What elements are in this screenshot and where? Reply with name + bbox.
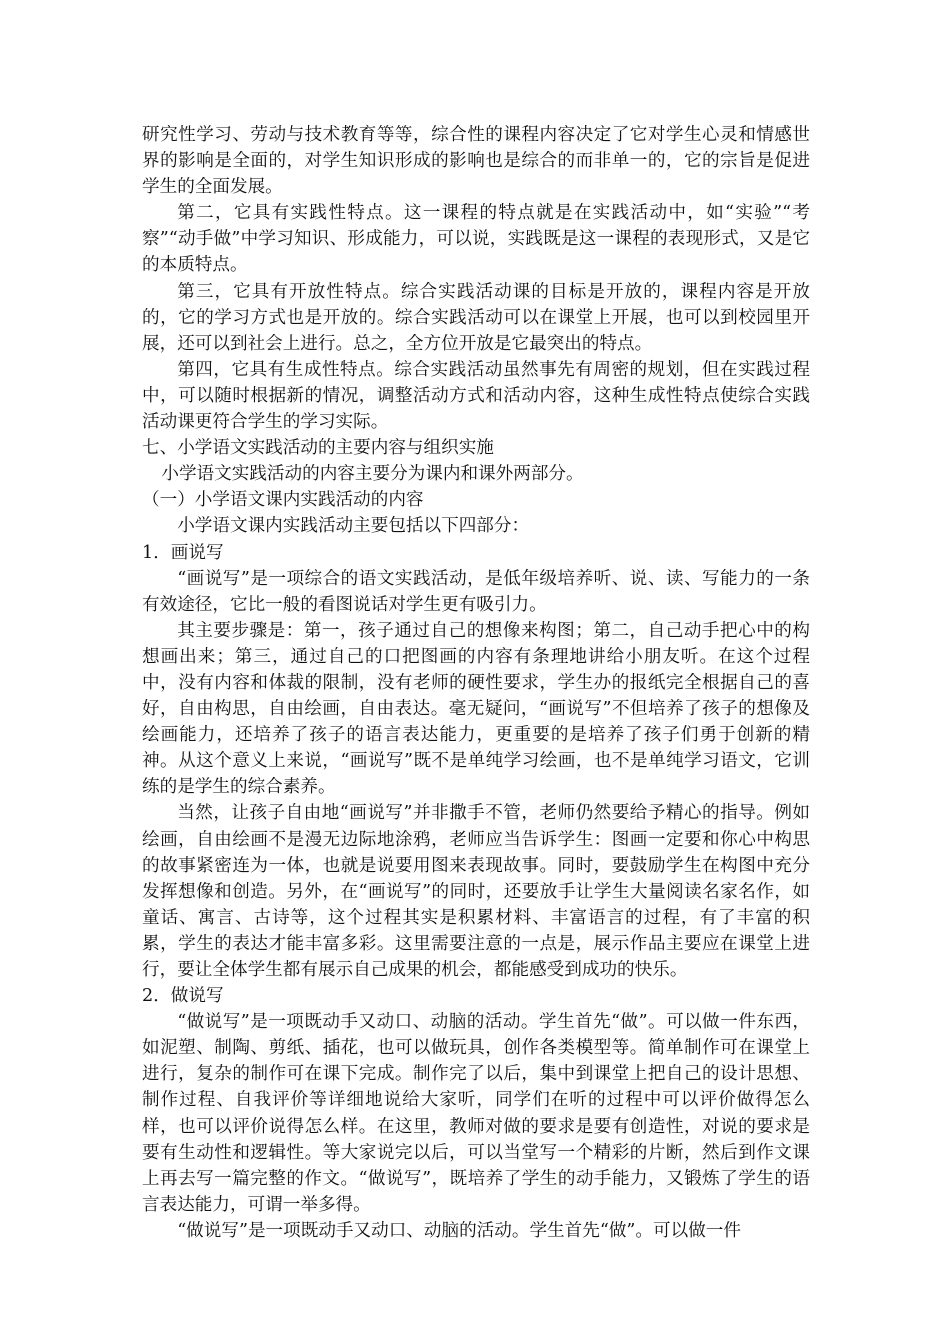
subsection-heading: （一）小学语文课内实践活动的内容 [142, 490, 424, 511]
body-paragraph: 小学语文课内实践活动主要包括以下四部分： [177, 516, 530, 537]
body-paragraph: 第二，它具有实践性特点。这一课程的特点就是在实践活动中，如“实验”“考察”“动手做”中学习知识、形成能力，可以说，实践既是这一课程的表现形式，又是它的本质特点。 [142, 203, 810, 276]
body-paragraph: “画说写”是一项综合的语文实践活动，是低年级培养听、说、读、写能力的一条有效途径，它比一般的看图说话对学生更有吸引力。 [142, 568, 810, 615]
body-paragraph: 当然，让孩子自由地“画说写”并非撒手不管，老师仍然要给予精心的指导。例如绘画，自由绘画不是漫无边际地涂鸦，老师应当告诉学生：图画一定要和你心中构思的故事紧密连为一体，也就是说要用图来表现故事。同时，要鼓励学生在构图中充分发挥想像和创造。另外，在“画说写”的同时，还要放手让学生大量阅读名家名作，如童话、寓言、古诗等，这个过程其实是积累材料、丰富语言的过程，有了丰富的积累，学生的表达才能丰富多彩。这里需要注意的一点是，展示作品主要应在课堂上进行，要让全体学生都有展示自己成果的机会，都能感受到成功的快乐。 [142, 803, 810, 980]
body-paragraph: 小学语文实践活动的内容主要分为课内和课外两部分。 [161, 464, 584, 485]
body-paragraph: 研究性学习、劳动与技术教育等等，综合性的课程内容决定了它对学生心灵和情感世界的影响是全面的，对学生知识形成的影响也是综合的而非单一的，它的宗旨是促进学生的全面发展。 [142, 125, 810, 198]
body-paragraph: “做说写”是一项既动手又动口、动脑的活动。学生首先“做”。可以做一件东西，如泥塑、制陶、剪纸、插花，也可以做玩具，创作各类模型等。简单制作可在课堂上进行，复杂的制作可在课下完成。制作完了以后，集中到课堂上把自己的设计思想、制作过程、自我评价等详细地说给大家听，同学们在听的过程中可以评价做得怎么样，也可以评价说得怎么样。在这里，教师对做的要求是要有创造性，对说的要求是要有生动性和逻辑性。等大家说完以后，可以当堂写一个精彩的片断，然后到作文课上再去写一篇完整的作文。“做说写”，既培养了学生的动手能力，又锻炼了学生的语言表达能力，可谓一举多得。 [142, 1012, 810, 1215]
body-paragraph: 其主要步骤是：第一，孩子通过自己的想像来构图；第二，自己动手把心中的构想画出来；第三，通过自己的口把图画的内容有条理地讲给小朋友听。在这个过程中，没有内容和体裁的限制，没有老师的硬性要求，学生办的报纸完全根据自己的喜好，自由构思，自由绘画，自由表达。毫无疑问，“画说写”不但培养了孩子的想像及绘画能力，还培养了孩子的语言表达能力，更重要的是培养了孩子们勇于创新的精神。从这个意义上来说，“画说写”既不是单纯学习绘画，也不是单纯学习语文，它训练的是学生的综合素养。 [142, 620, 810, 798]
document-page [142, 122, 810, 1244]
item-heading: 1．画说写 [142, 542, 224, 563]
body-paragraph: “做说写”是一项既动手又动口、动脑的活动。学生首先“做”。可以做一件 [177, 1220, 741, 1241]
body-paragraph: 第四，它具有生成性特点。综合实践活动虽然事先有周密的规划，但在实践过程中，可以随时根据新的情况，调整活动方式和活动内容，这种生成性特点使综合实践活动课更符合学生的学习实际。 [142, 359, 810, 433]
body-paragraph: 第三，它具有开放性特点。综合实践活动课的目标是开放的，课程内容是开放的，它的学习方式也是开放的。综合实践活动可以在课堂上开展，也可以到校园里开展，还可以到社会上进行。总之，全方位开放是它最突出的特点。 [142, 281, 810, 354]
section-heading: 七、小学语文实践活动的主要内容与组织实施 [142, 438, 494, 459]
item-heading: 2．做说写 [142, 986, 224, 1007]
